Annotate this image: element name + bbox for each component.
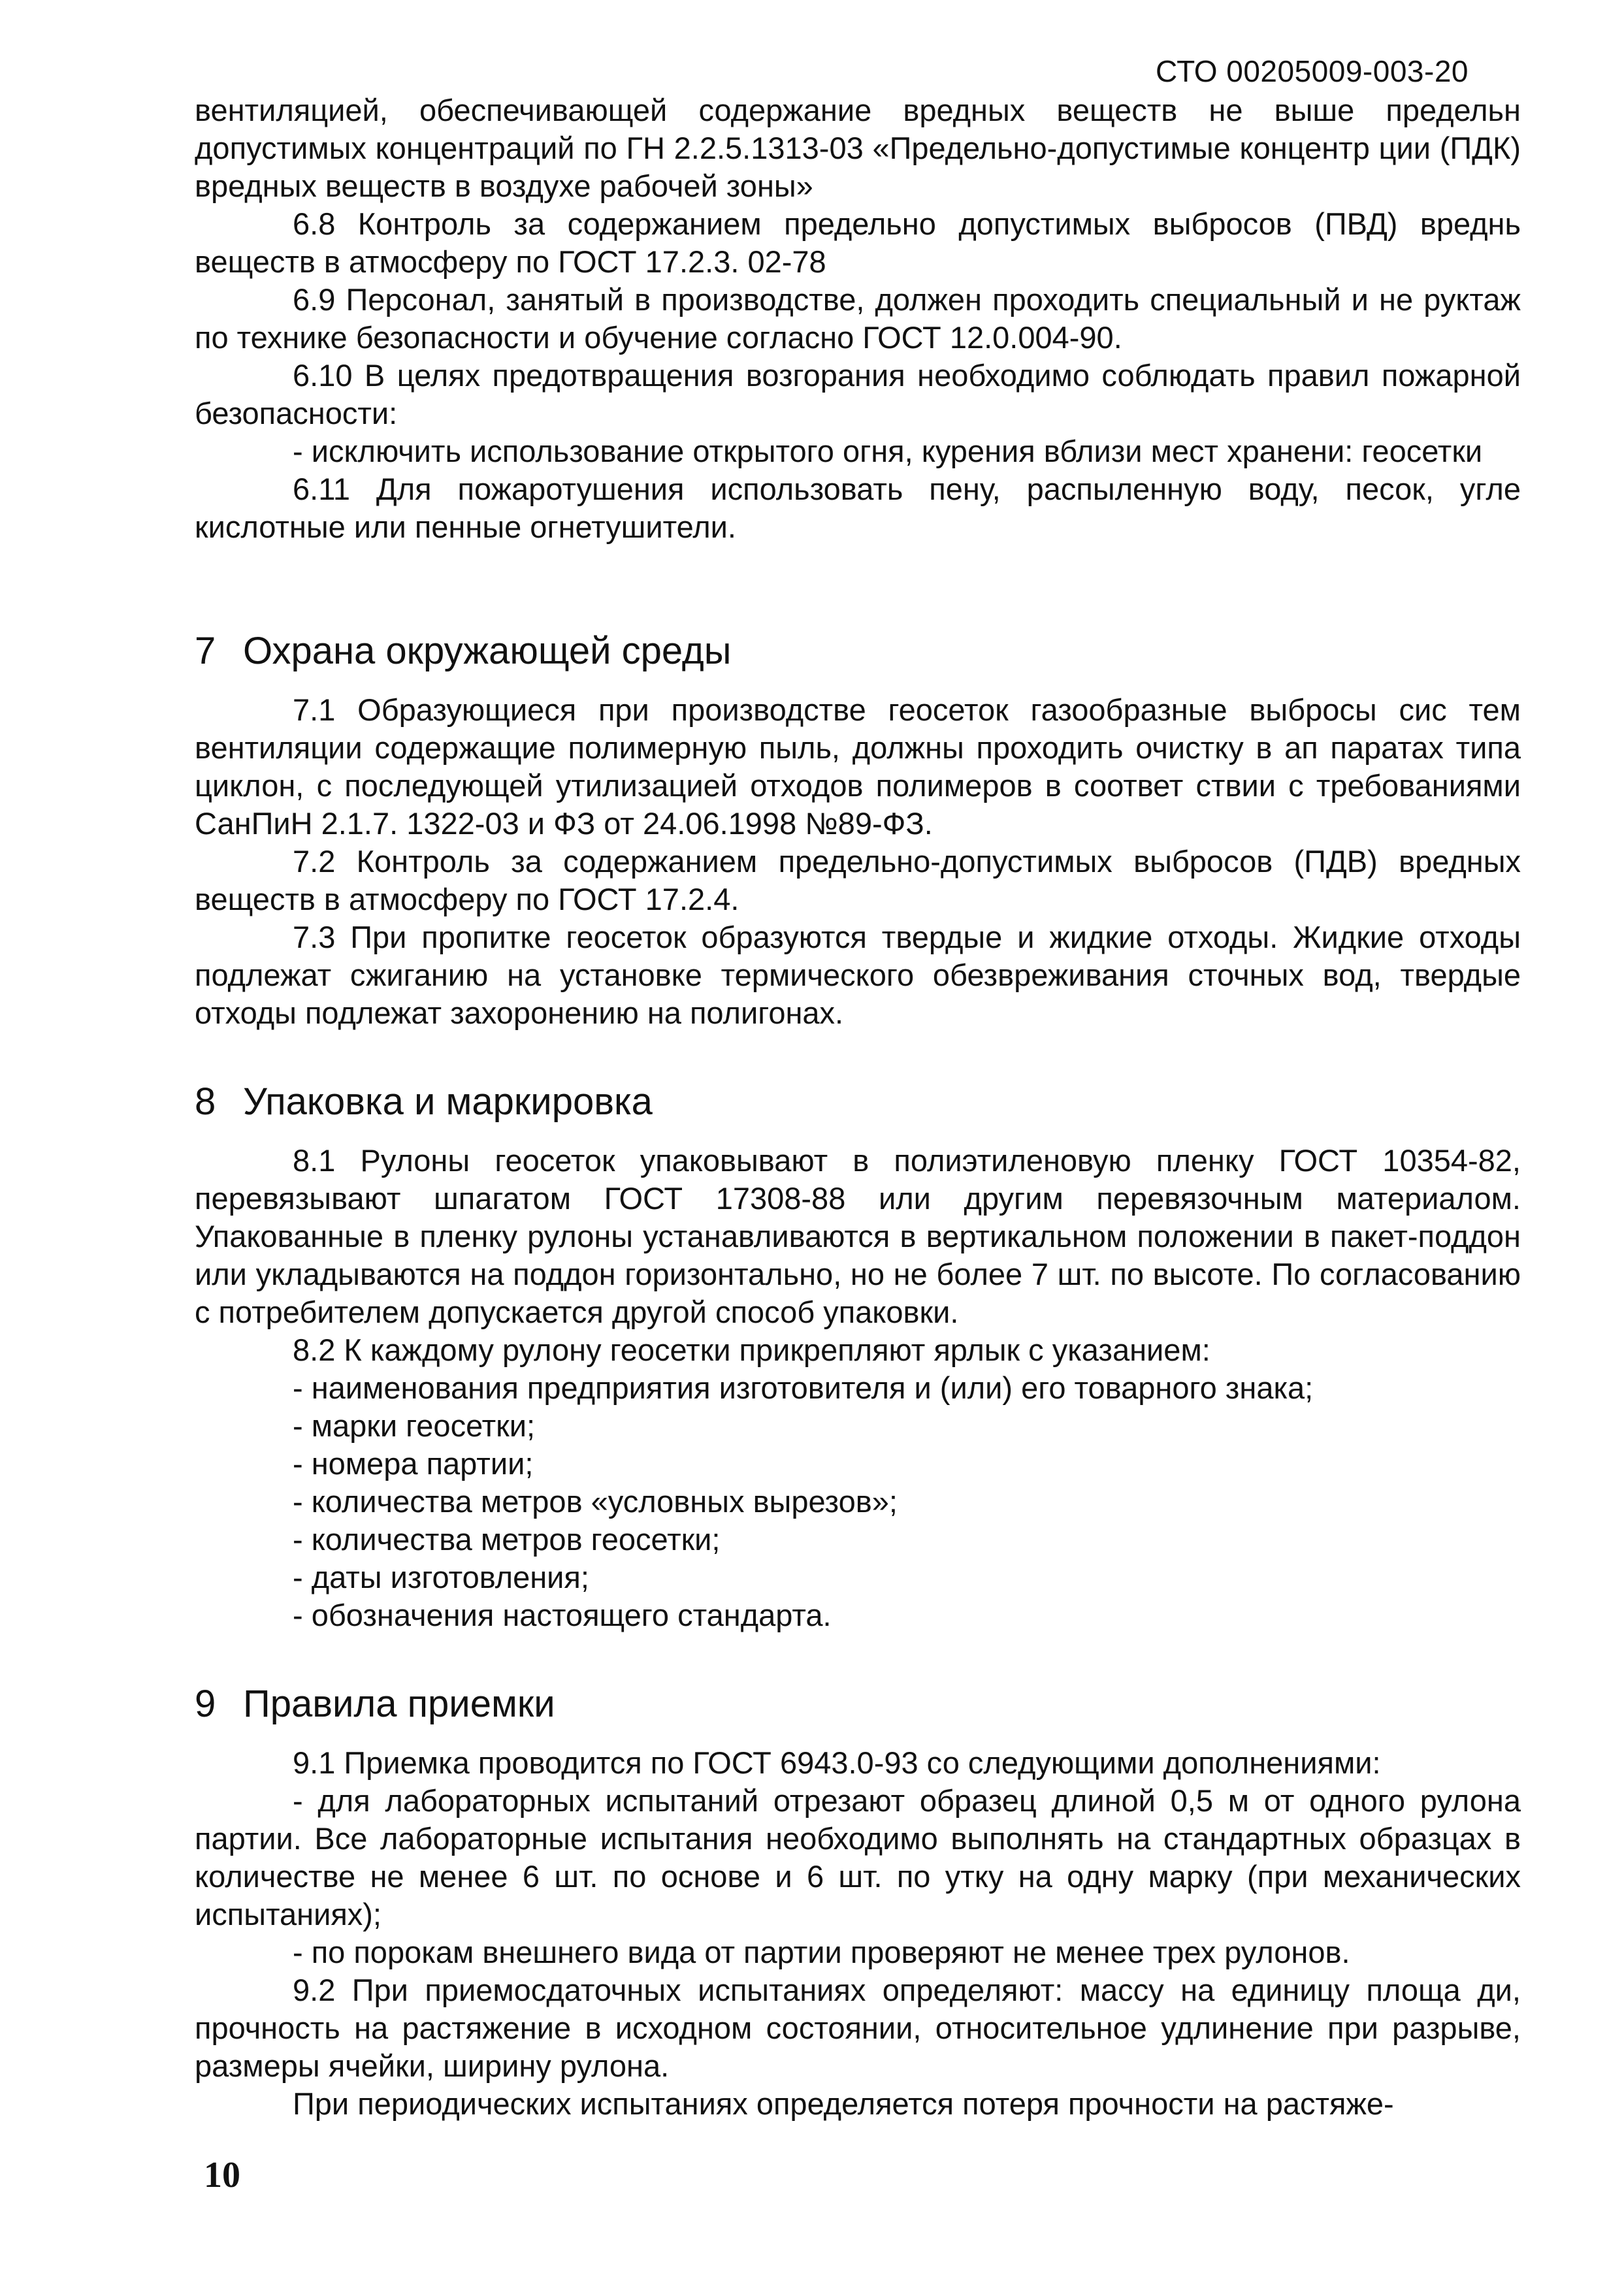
list-item: - обозначения настоящего стандарта.: [293, 1598, 832, 1632]
section-heading-8: [195, 1079, 1521, 1125]
paragraph-9-1-item-lab: - для лабораторных испытаний отрезают образец длиной 0,5 м от одного рулона партии. Все лабораторные испытания необходимо выполнять на стандартных образцах в количестве не менее 6 шт. по основе и 6 шт. по утку на одну марку (при механических испытаниях);: [195, 1783, 1521, 1931]
section-heading-9: [195, 1681, 1521, 1727]
list-item: - наименования предприятия изготовителя и (или) его товарного знака;: [293, 1370, 1314, 1405]
paragraph-6-9: 6.9 Персонал, занятый в производстве, должен проходить специальный и не руктаж по технике безопасности и обучение согласно ГОСТ 12.0.004-90.: [195, 282, 1521, 355]
list-item: - номера партии;: [293, 1446, 534, 1481]
section-7: [195, 628, 1521, 1032]
paragraph-7-1: 7.1 Образующиеся при производстве геосеток газообразные выбросы сис тем вентиляции содержащие полимерную пыль, должны проходить очистку в ап паратах типа циклон, с последующей утилизацией отходов полимеров в соответ ствии с требованиями СанПиН 2.1.7. 1322-03 и ФЗ от 24.06.1998 №89-ФЗ.: [195, 692, 1521, 841]
paragraph-6-7-end: вентиляцией, обеспечивающей содержание вредных веществ не выше предельн допустимых концентраций по ГН 2.2.5.1313-03 «Предельно-допустимые концентр ции (ПДК) вредных веществ в воздухе рабочей зоны»: [195, 93, 1521, 203]
paragraph-9-1-item-defects: - по порокам внешнего вида от партии проверяют не менее трех рулонов.: [293, 1935, 1350, 1969]
paragraph-6-10: 6.10 В целях предотвращения возгорания необходимо соблюдать правил пожарной безопасности:: [195, 358, 1521, 430]
paragraph-6-11: 6.11 Для пожаротушения использовать пену, распыленную воду, песок, угле кислотные или пенные огнетушители.: [195, 472, 1521, 544]
section-number: 9: [195, 1683, 216, 1725]
section-8: [195, 1079, 1521, 1634]
list-item: - количества метров «условных вырезов»;: [293, 1484, 898, 1519]
section-number: 7: [195, 630, 216, 672]
section-title: Правила приемки: [243, 1683, 555, 1725]
paragraph-9-1: 9.1 Приемка проводится по ГОСТ 6943.0-93 со следующими дополнениями:: [293, 1745, 1381, 1780]
paragraph-8-2: 8.2 К каждому рулону геосетки прикрепляют ярлык с указанием:: [293, 1333, 1210, 1367]
paragraph-6-10-item: - исключить использование открытого огня, курения вблизи мест хранени: геосетки: [293, 434, 1483, 468]
list-item: - количества метров геосетки;: [293, 1522, 721, 1557]
section-number: 8: [195, 1080, 216, 1123]
section-heading-7: [195, 628, 1521, 674]
paragraph-7-2: 7.2 Контроль за содержанием предельно-допустимых выбросов (ПДВ) вредных веществ в атмосферу по ГОСТ 17.2.4.: [195, 844, 1521, 916]
page-number: 10: [204, 2155, 240, 2195]
section-title: Охрана окружающей среды: [243, 630, 732, 672]
paragraph-6-8: 6.8 Контроль за содержанием предельно допустимых выбросов (ПВД) вреднь веществ в атмосферу по ГОСТ 17.2.3. 02-78: [195, 206, 1521, 279]
paragraph-9-2-periodic: При периодических испытаниях определяется потеря прочности на растяже-: [293, 2086, 1394, 2121]
paragraph-7-3: 7.3 При пропитке геосеток образуются твердые и жидкие отходы. Жидкие отходы подлежат сжиганию на установке термического обезвреживания сточных вод, твердые отходы подлежат захоронению на полигонах.: [195, 920, 1521, 1030]
section-6-continued: [195, 91, 1521, 546]
section-9: [195, 1681, 1521, 2123]
label-contents-list: [195, 1369, 1521, 1634]
paragraph-9-2: 9.2 При приемосдаточных испытаниях определяют: массу на единицу площа ди, прочность на растяжение в исходном состоянии, относительное удлинение при разрыве, размеры ячейки, ширину рулона.: [195, 1973, 1521, 2083]
paragraph-8-1: 8.1 Рулоны геосеток упаковывают в полиэтиленовую пленку ГОСТ 10354-82, перевязывают шпагатом ГОСТ 17308-88 или другим перевязочным материалом. Упакованные в пленку рулоны устанавливаются в вертикальном положении в пакет-поддон или укладываются на поддон горизонтально, но не более 7 шт. по высоте. По согласованию с потребителем допускается другой способ упаковки.: [195, 1143, 1521, 1329]
list-item: - даты изготовления;: [293, 1560, 589, 1594]
section-title: Упаковка и маркировка: [243, 1080, 653, 1123]
document-code: СТО 00205009-003-20: [1155, 54, 1469, 88]
list-item: - марки геосетки;: [293, 1408, 536, 1443]
